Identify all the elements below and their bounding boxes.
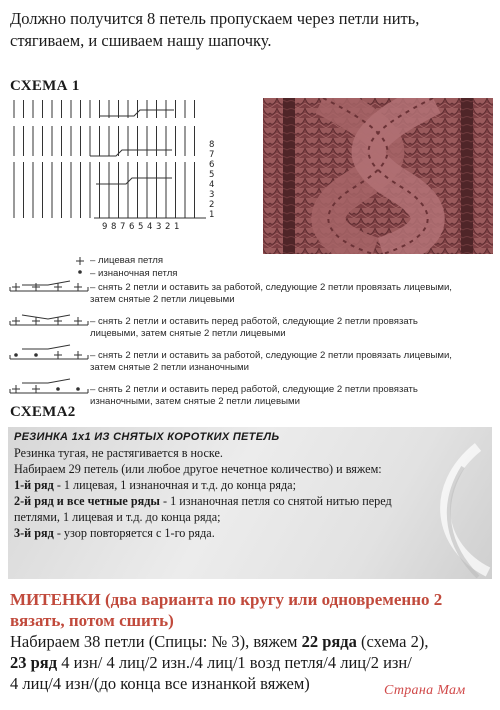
row-number: 4 [209, 180, 215, 190]
schema1-heading: СХЕМА 1 [10, 78, 80, 94]
rib-row2: 2-й ряд и все четные ряды - 1 изнаночная петля со снятой нитью перед [14, 494, 392, 508]
row-number: 5 [209, 170, 215, 180]
mitts-title: МИТЕНКИ (два варианта по кругу или одновременно 2 вязать, потом сшить) [10, 590, 443, 630]
intro-text: Должно получится 8 петель пропускаем через петли нить, стягиваем, и сшиваем нашу шапочку. [10, 9, 420, 50]
row-number: 8 [209, 140, 215, 150]
row-number: 2 [209, 200, 215, 210]
rib-row1: 1-й ряд - 1 лицевая, 1 изнаночная и т.д. до конца ряда; [14, 478, 296, 492]
cross-back-purl-icon [10, 345, 88, 359]
rib-row2-cont: петлями, 1 лицевая и т.д. до конца ряда; [14, 510, 221, 524]
col-number: 7 [120, 222, 126, 232]
legend-knit: – лицевая петля [90, 255, 164, 266]
knitted-cable-photo [263, 98, 493, 254]
legend-purl: – изнаночная петля [90, 268, 178, 279]
col-number: 8 [111, 222, 117, 232]
rib-note: Резинка тугая, не растягивается в носке. [14, 446, 223, 460]
cross-back-knit-icon [10, 281, 88, 291]
rib-pattern-box [8, 427, 492, 579]
legend-symbols [8, 255, 92, 401]
mitts-instructions: Набираем 38 петли (Спицы: № 3), вяжем 22 ряда (схема 2), 23 ряд 4 изн/ 4 лиц/2 изн./4 лиц/1 возд петля/4 лиц/2 изн/ 4 лиц/4 изн/(до конца все изнанкой вяжем) [10, 632, 429, 693]
col-number: 9 [102, 222, 108, 232]
row-number: 7 [209, 150, 215, 160]
col-number: 2 [165, 222, 171, 232]
row-number: 3 [209, 190, 215, 200]
legend-cross1: – снять 2 петли и оставить за работой, следующие 2 петли провязать лицевыми, затем снятые 2 петли лицевыми [90, 282, 452, 305]
cross-front-purl-icon [10, 379, 88, 393]
knit-symbol-icon [76, 257, 84, 265]
cable-chart [8, 96, 258, 236]
col-number: 3 [156, 222, 162, 232]
col-number: 4 [147, 222, 153, 232]
site-watermark: Страна Мам [384, 683, 466, 698]
cross-front-knit-icon [10, 315, 88, 325]
rib-cast-on: Набираем 29 петель (или любое другое нечетное количество) и вяжем: [14, 462, 382, 476]
rib-row3: 3-й ряд - узор повторяется с 1-го ряда. [14, 526, 215, 540]
legend-cross3: – снять 2 петли и оставить за работой, следующие 2 петли провязать лицевыми, затем снятые 2 петли изнаночными [90, 350, 452, 373]
col-number: 6 [129, 222, 135, 232]
col-number: 1 [174, 222, 180, 232]
row-number: 6 [209, 160, 215, 170]
legend-cross2: – снять 2 петли и оставить перед работой, следующие 2 петли провязать лицевыми, затем снятые 2 петли лицевыми [90, 316, 418, 339]
legend-cross4: – снять 2 петли и оставить перед работой, следующие 2 петли провязать изнаночными, затем снятые 2 петли лицевыми [90, 384, 418, 407]
purl-symbol-icon [79, 271, 82, 274]
row-number: 1 [209, 210, 215, 220]
rib-title: РЕЗИНКА 1х1 ИЗ СНЯТЫХ КОРОТКИХ ПЕТЕЛЬ [14, 431, 280, 443]
col-number: 5 [138, 222, 144, 232]
schema2-heading: СХЕМА2 [10, 404, 76, 420]
